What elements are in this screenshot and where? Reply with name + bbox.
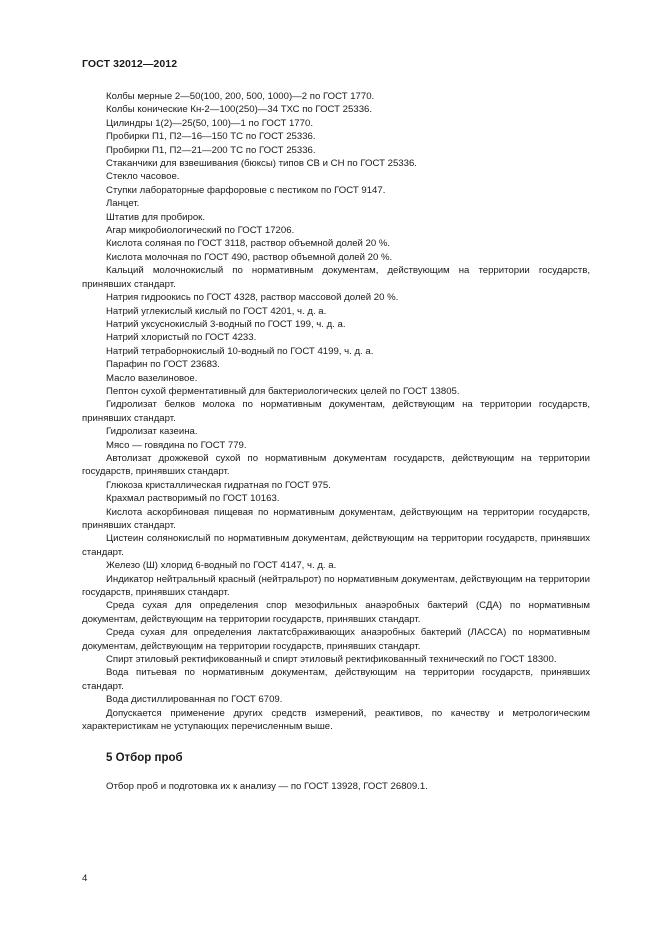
list-item: Пробирки П1, П2—16—150 ТС по ГОСТ 25336. (106, 131, 316, 143)
list-item: Пептон сухой ферментативный для бактериологических целей по ГОСТ 13805. (106, 385, 460, 397)
list-item: Парафин по ГОСТ 23683. (106, 359, 220, 371)
list-item: Натрий хлористый по ГОСТ 4233. (106, 332, 257, 344)
list-item: Вода питьевая по нормативным документам, действующим на территории государств, принявших стандарт. (82, 667, 590, 692)
section-title: 5 Отбор проб (106, 752, 183, 764)
list-item: Натрия гидроокись по ГОСТ 4328, раствор массовой долей 20 %. (106, 292, 399, 304)
list-item: Стекло часовое. (106, 171, 180, 183)
list-item: Крахмал растворимый по ГОСТ 10163. (106, 493, 280, 505)
list-item: Цистеин солянокислый по нормативным документам, действующим на территории государств, принявших стандарт. (82, 533, 590, 558)
list-item: Кислота молочная по ГОСТ 490, раствор объемной долей 20 %. (106, 251, 393, 263)
list-item: Колбы мерные 2—50(100, 200, 500, 1000)—2 по ГОСТ 1770. (106, 91, 375, 102)
list-item: Натрий тетраборнокислый 10-водный по ГОСТ 4199, ч. д. а. (106, 345, 374, 357)
list-item: Колбы конические Кн-2—100(250)—34 ТХС по ГОСТ 25336. (106, 104, 373, 116)
list-item: Спирт этиловый ректификованный и спирт этиловый ректификованный технический по ГОСТ 18300. (106, 654, 557, 666)
list-item: Натрий углекислый кислый по ГОСТ 4201, ч. д. а. (106, 305, 327, 317)
list-item: Ступки лабораторные фарфоровые с пестиком по ГОСТ 9147. (106, 184, 386, 196)
section-body: Отбор проб и подготовка их к анализу — по ГОСТ 13928, ГОСТ 26809.1. (106, 781, 428, 792)
list-item: Натрий уксуснокислый 3-водный по ГОСТ 199, ч. д. а. (106, 318, 346, 330)
list-item: Кислота соляная по ГОСТ 3118, раствор объемной долей 20 %. (106, 238, 391, 250)
list-item: Кислота аскорбиновая пищевая по нормативным документам, действующим на территории государств, принявших стандарт. (82, 506, 590, 531)
list-item: Гидролизат казеина. (106, 426, 198, 438)
list-item: Автолизат дрожжевой сухой по нормативным документам государств, действующим на территории государств, принявших стандарт. (82, 452, 590, 478)
list-item: Агар микробиологический по ГОСТ 17206. (106, 225, 295, 237)
list-item: Среда сухая для определения лактатсбраживающих анаэробных бактерий (ЛАССА) по нормативным документам, действующим на территории государств, принявших стандарт. (82, 627, 590, 652)
document-header: ГОСТ 32012—2012 (82, 58, 178, 70)
list-item: Железо (Ш) хлорид 6-водный по ГОСТ 4147, ч. д. а. (106, 560, 337, 572)
list-item: Гидролизат белков молока по нормативным документам, действующим на территории государств, принявших стандарт. (82, 399, 590, 424)
list-item: Глюкоза кристаллическая гидратная по ГОСТ 975. (106, 479, 331, 491)
list-item: Индикатор нейтральный красный (нейтральрот) по нормативным документам, действующим на территории государств, принявших стандарт. (82, 573, 590, 599)
list-item: Цилиндры 1(2)—25(50, 100)—1 по ГОСТ 1770. (106, 117, 313, 129)
list-item: Стаканчики для взвешивания (бюксы) типов СВ и СН по ГОСТ 25336. (106, 158, 417, 170)
list-item: Ланцет. (106, 198, 140, 210)
list-item: Кальций молочнокислый по нормативным документам, действующим на территории государств, принявших стандарт. (82, 265, 590, 290)
list-item: Допускается применение других средств измерений, реактивов, по качеству и метрологическим характеристикам не уступающих перечисленным выше. (82, 707, 590, 733)
list-item: Штатив для пробирок. (106, 211, 206, 223)
list-item: Пробирки П1, П2—21—200 ТС по ГОСТ 25336. (106, 144, 316, 156)
list-item: Среда сухая для определения спор мезофильных анаэробных бактерий (СДА) по нормативным документам, действующим на территории государств, принявших стандарт. (82, 600, 590, 625)
list-item: Масло вазелиновое. (106, 372, 198, 384)
list-item: Вода дистиллированная по ГОСТ 6709. (106, 694, 283, 706)
equipment-list (82, 90, 590, 734)
page-number: 4 (82, 873, 88, 884)
list-item: Мясо — говядина по ГОСТ 779. (106, 439, 247, 451)
